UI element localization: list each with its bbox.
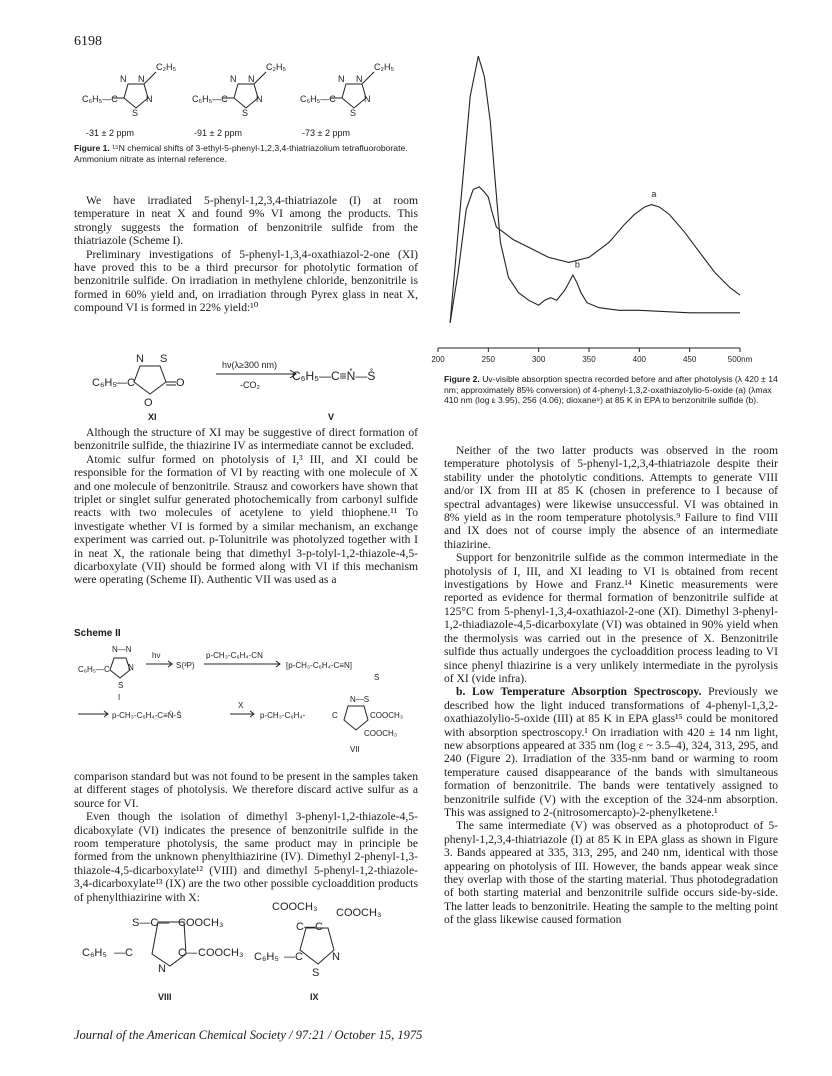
svg-text:N—S: N—S	[350, 695, 370, 704]
svg-text:N: N	[356, 74, 363, 84]
svg-text:N: N	[128, 663, 134, 672]
scheme2-intermediate: [p-CH₃-C₆H₄-C≡N]	[286, 661, 352, 670]
x-tick-label: 250	[481, 355, 496, 364]
x-tick-label: 400	[632, 355, 647, 364]
left-text-1	[74, 194, 418, 315]
svg-text:—C: —C	[116, 377, 135, 389]
scheme2-cooch3-2: COOCH₃	[364, 729, 398, 738]
x-tick-label: 350	[582, 355, 596, 364]
svg-text:C₆H₅: C₆H₅	[82, 947, 107, 959]
scheme2-cooch3-1: COOCH₃	[370, 711, 404, 720]
svg-text:C₂H₅: C₂H₅	[374, 62, 395, 72]
svg-text:N: N	[332, 951, 340, 963]
svg-text:C₆H₅: C₆H₅	[254, 951, 279, 963]
journal-footer: Journal of the American Chemical Society / 97:21 / October 15, 1975	[74, 1028, 423, 1042]
svg-text:S: S	[312, 967, 320, 979]
paragraph: Support for benzonitrile sulfide as the common intermediate in the photolysis of I, III, and XI leading to VI is obtained from recent investigations by Howe and Franz.¹⁴ Kinetic measurements were reported as evidence for thermal formation of benzonitrile sulfide at 125°C from 5-phenyl-1,3,4-oxathiazol-2-one (XI). Dimethyl 3-phenyl-1,2-thiadiazole-4,5-dicarboxylate (VI) was obtained in 90% yield when the thermolysis was carried out in the presence of X. Benzonitrile sulfide thus actually undergoes the cycloaddition process leading to VI since phenyl thiazirine is a very unlikely intermediate in the pyrolysis of XI (vide infra).	[444, 551, 778, 685]
reaction-conditions-top: hν(λ≥300 nm)	[222, 360, 277, 370]
svg-text:O: O	[176, 377, 185, 389]
svg-text:S: S	[160, 353, 168, 365]
svg-text:S: S	[118, 681, 124, 690]
reaction-reactant: C₆H₅	[92, 377, 117, 389]
svg-text:S: S	[132, 108, 139, 118]
svg-text:N: N	[248, 74, 255, 84]
svg-text:C: C	[332, 711, 338, 720]
paragraph: The same intermediate (V) was observed as a photoproduct of 5-phenyl-1,2,3,4-thiatriazole (I) at 85 K in EPA glass as shown in Figure 3. Bands appeared at 335, 313, 295, and 240 nm, identical with those appearing on photolysis of III. However, the bands appear weak since they overlap with those of the starting material. Thus photodegradation of both starting material and benzonitrile sulfide occurs side-by-side. The latter leads to benzonitrile. Heating the sample to the melting point of the glass likewise caused formation	[444, 819, 778, 927]
paragraph: Even though the isolation of dimethyl 3-phenyl-1,2-thiazole-4,5-dicaboxylate (VI) indicates the presence of benzonitrile sulfide in the room temperature photolysis, the same product may in principle be formed from the unknown phenylthiazirine (IV). Dimethyl 2-phenyl-1,3-thiazole-4,5-dicarboxylate¹² (VIII) and dimethyl 5-phenyl-1,2-thiazole-3,4-dicarboxylate¹³ (IX) are the two other possible cycloaddition products of phenylthiazirine with X:	[74, 810, 418, 904]
reaction-conditions-bottom: -CO₂	[240, 380, 260, 390]
series-b-line	[450, 56, 740, 323]
label-viii: VIII	[158, 992, 172, 1002]
svg-text:S: S	[242, 108, 249, 118]
svg-text:N—N: N—N	[112, 645, 132, 654]
svg-text:COOCH₃: COOCH₃	[272, 901, 318, 913]
x-tick-label: 200	[431, 355, 445, 364]
label-ix: IX	[310, 992, 319, 1002]
svg-text:N: N	[136, 353, 144, 365]
svg-text:S: S	[374, 673, 380, 682]
scheme2-label-vii: VII	[350, 745, 360, 754]
scheme2-reagent: p-CH₃-C₆H₄-CN	[206, 651, 263, 660]
paragraph: Neither of the two latter products was observed in the room temperature photolysis of 5-phenyl-1,2,3,4-thiatriazole despite their stability under the photolytic conditions. Attempts to generate VIII and/or IX from III at 85 K (chosen in preference to I because of spectral advantages) were likewise unsuccessful. VI was obtained in 8% yield as in the room temperature photolysis.⁹ Failure to find VIII and IX does not of course imply the absence of an intermediate thiazirine.	[444, 444, 778, 551]
reaction-product: C₆H₅—C≡N̊—S̊	[292, 369, 376, 383]
svg-text:C—: C—	[178, 947, 197, 959]
svg-text:C₂H₅: C₂H₅	[266, 62, 287, 72]
svg-text:C₆H₅—C: C₆H₅—C	[78, 665, 110, 674]
label-v: V	[328, 412, 335, 422]
scheme2-x: X	[238, 701, 244, 710]
paragraph: We have irradiated 5-phenyl-1,2,3,4-thiatriazole (I) at room temperature in neat X and found 9% VI among the products. This strongly suggests the formation of benzonitrile sulfide from the thiatriazole (Scheme I).	[74, 194, 418, 248]
scheme2-hv: hν	[152, 651, 161, 660]
x-tick-label: 450	[682, 355, 697, 364]
svg-text:COOCH₃: COOCH₃	[198, 947, 244, 959]
scheme2-line2-start: p-CH₃-C₆H₄-C≡N̊-S̊	[112, 711, 182, 720]
right-text	[444, 444, 778, 927]
figure1-caption: Figure 1. ¹⁵N chemical shifts of 3-ethyl-5-phenyl-1,2,3,4-thiatriazolium tetrafluoroborate. Ammonium nitrate as internal reference.	[74, 143, 408, 164]
figure1-structures	[80, 52, 420, 132]
svg-text:—C: —C	[114, 947, 133, 959]
ppm-3: -73 ± 2 ppm	[302, 128, 350, 138]
svg-text:N: N	[338, 74, 345, 84]
svg-text:COOCH₃: COOCH₃	[336, 907, 382, 919]
x-tick-label: 300	[531, 355, 546, 364]
svg-text:—C: —C	[284, 951, 303, 963]
figure2-spectrum	[430, 38, 760, 368]
series-a-line	[450, 187, 740, 323]
svg-text:N: N	[230, 74, 237, 84]
svg-text:N: N	[158, 963, 166, 975]
left-text-2	[74, 426, 418, 587]
annotation-a: a	[651, 189, 657, 199]
figure2-caption: Figure 2. Uv-visible absorption spectra recorded before and after photolysis (λ 420 ± 14 nm; approximately 85% conversion) of 4-phenyl-1,3,2-oxathiazolylio-5-oxide (a) (λmax 410 nm (log ε 3.95), 256 (4.06); dioxane⁹) at 85 K in EPA to benzonitrile sulfide (b).	[444, 374, 778, 406]
svg-text:C₆H₅—C: C₆H₅—C	[300, 94, 336, 104]
annotation-b: b	[574, 259, 580, 270]
svg-text:C—C: C—C	[296, 921, 323, 933]
paragraph: Although the structure of XI may be suggestive of direct formation of benzonitrile sulfide, the thiazirine IV as intermediate cannot be excluded.	[74, 426, 418, 453]
section-heading: b. Low Temperature Absorption Spectroscopy.	[456, 685, 702, 699]
svg-text:N: N	[120, 74, 127, 84]
scheme2-s3p: S(³P)	[176, 661, 195, 670]
ppm-2: -91 ± 2 ppm	[194, 128, 242, 138]
svg-text:N: N	[256, 94, 263, 104]
svg-text:COOCH₃: COOCH₃	[178, 917, 224, 929]
svg-text:S—C—: S—C—	[132, 917, 170, 929]
paragraph: Atomic sulfur formed on photolysis of I,³ III, and XI could be responsible for the formation of VI by reacting with one molecule of X and one molecule of benzonitrile. Strausz and coworkers have shown that triplet or singlet sulfur generated photochemically from carbonyl sulfide reacts with two molecules of acetylene to yield thiophene.¹¹ To investigate whether VI is formed by a similar mechanism, an exchange experiment was carried out. p-Tolunitrile was photolyzed together with I in neat X, the rationale being that dimethyl 3-p-tolyl-1,2-thiazole-4,5-dicarboxylate (VII) should be formed along with VI if this mechanism were operating (Scheme II). Authentic VII was used as a	[74, 452, 418, 587]
scheme2-label-i: I	[118, 693, 121, 702]
label-xi: XI	[148, 412, 157, 422]
reaction-xi-to-v	[80, 344, 420, 414]
page-number: 6198	[74, 34, 102, 49]
svg-text:N: N	[138, 74, 145, 84]
svg-text:S: S	[350, 108, 357, 118]
svg-text:O: O	[144, 397, 153, 409]
paragraph: b. Low Temperature Absorption Spectroscopy. Previously we described how the light induced transformations of 4-phenyl-1,3,2-oxathiazolylio-5-oxide (III) at 85 K in EPA glass¹⁵ could be monitored with absorption spectroscopy.¹ On irradiation with 420 ± 14 nm light, new absorptions appeared at 335 nm (log ε ~ 3.5–4), 324, 313, 295, and 240 (Figure 2). Irradiation of the 335-nm band or warming to room temperature caused disappearance of the bands with simultaneous formation of benzonitrile. The bands were tentatively assigned to benzonitrile sulfide (V) with the exception of the 324-nm absorption. This was assigned to 2-(nitrosomercapto)-2-phenylketene.¹	[444, 685, 778, 819]
svg-text:C₆H₅—C: C₆H₅—C	[82, 94, 118, 104]
svg-text:C₂H₅: C₂H₅	[156, 62, 177, 72]
scheme2	[74, 640, 422, 768]
svg-text:N: N	[146, 94, 153, 104]
structures-viii-ix	[74, 892, 422, 1012]
svg-text:N: N	[364, 94, 371, 104]
paragraph: comparison standard but was not found to be present in the samples taken at different stages of photolysis. We therefore discard active sulfur as a source for VI.	[74, 770, 418, 810]
paragraph: Preliminary investigations of 5-phenyl-1,3,4-oxathiazol-2-one (XI) have proved this to be a third precursor for photolytic formation of benzonitrile sulfide. On irradiation in methylene chloride, benzonitrile is formed in 60% yield and, on irradiation through Pyrex glass in neat X, compound VI is formed in 22% yield:¹⁰	[74, 247, 418, 315]
x-tick-label: 500nm	[727, 355, 753, 364]
scheme2-title: Scheme II	[74, 628, 121, 639]
svg-text:C₆H₅—C: C₆H₅—C	[192, 94, 228, 104]
left-text-3	[74, 770, 418, 904]
ppm-1: -31 ± 2 ppm	[86, 128, 134, 138]
scheme2-product: p-CH₃-C₆H₄-	[260, 711, 306, 720]
